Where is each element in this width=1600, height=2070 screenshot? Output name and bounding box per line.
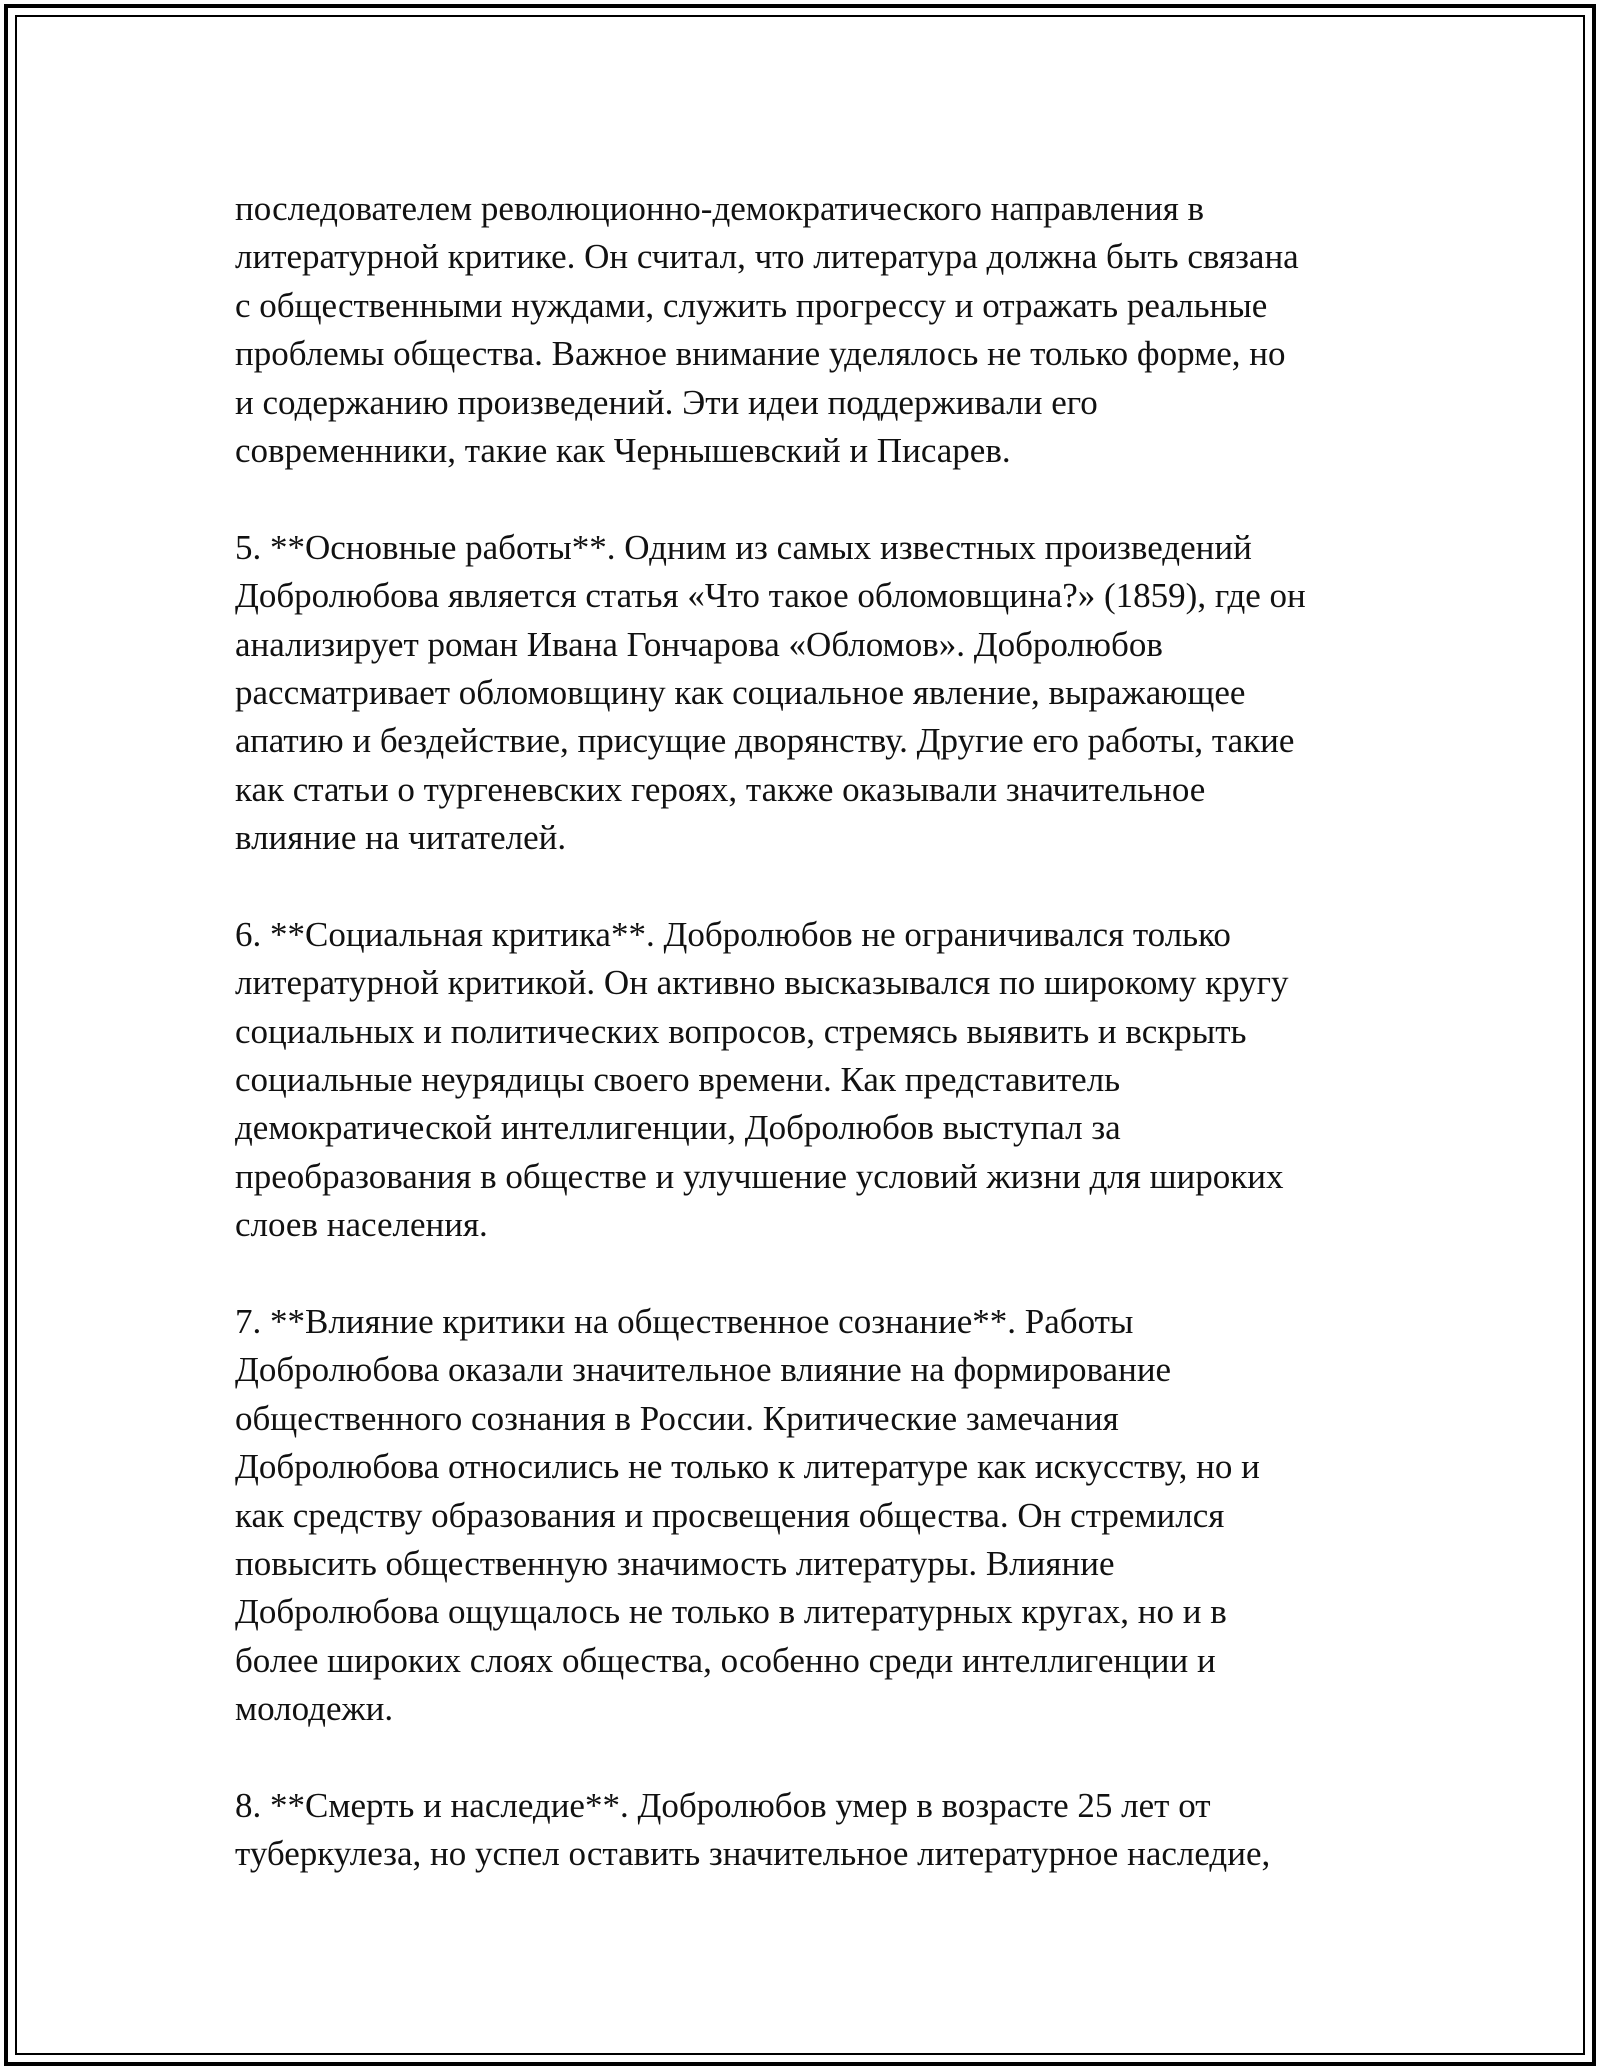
text-line: апатию и бездействие, присущие дворянству. Другие его работы, такие — [235, 721, 1295, 761]
paragraph-death-legacy — [235, 1782, 1375, 1879]
text-line: Добролюбова оказали значительное влияние на формирование — [235, 1350, 1172, 1390]
text-line: проблемы общества. Важное внимание уделялось не только форме, но — [235, 334, 1286, 374]
text-line: современники, такие как Чернышевский и Писарев. — [235, 430, 1011, 470]
paragraph-influence — [235, 1298, 1375, 1734]
text-line: молодежи. — [235, 1689, 394, 1729]
text-line: социальные неурядицы своего времени. Как представитель — [235, 1060, 1121, 1100]
text-line: влияние на читателей. — [235, 818, 567, 858]
text-line: рассматривает обломовщину как социальное явление, выражающее — [235, 672, 1246, 712]
text-line: Добролюбова относились не только к литературе как искусству, но и — [235, 1447, 1260, 1487]
text-line: литературной критике. Он считал, что литература должна быть связана — [235, 237, 1299, 277]
text-line: 5. **Основные работы**. Одним из самых известных произведений — [235, 527, 1252, 567]
document-body — [235, 185, 1375, 1879]
text-line: 8. **Смерть и наследие**. Добролюбов умер в возрасте 25 лет от — [235, 1785, 1211, 1825]
text-line: слоев населения. — [235, 1205, 488, 1245]
paragraph — [235, 185, 1375, 475]
text-line: общественного сознания в России. Критические замечания — [235, 1398, 1119, 1438]
text-line: 6. **Социальная критика**. Добролюбов не ограничивался только — [235, 914, 1231, 954]
text-line: литературной критикой. Он активно высказывался по широкому кругу — [235, 963, 1289, 1003]
paragraph-social-criticism — [235, 911, 1375, 1250]
text-line: Добролюбова является статья «Что такое обломовщина?» (1859), где он — [235, 576, 1306, 616]
text-line: Добролюбова ощущалось не только в литературных кругах, но и в — [235, 1592, 1227, 1632]
text-line: повысить общественную значимость литературы. Влияние — [235, 1543, 1115, 1583]
text-line: преобразования в обществе и улучшение условий жизни для широких — [235, 1156, 1284, 1196]
text-line: социальных и политических вопросов, стремясь выявить и вскрыть — [235, 1011, 1247, 1051]
text-line: 7. **Влияние критики на общественное сознание**. Работы — [235, 1301, 1134, 1341]
text-line: как средству образования и просвещения общества. Он стремился — [235, 1495, 1225, 1535]
text-line: более широких слоях общества, особенно среди интеллигенции и — [235, 1640, 1216, 1680]
text-line: последователем революционно-демократического направления в — [235, 189, 1205, 228]
text-line: туберкулеза, но успел оставить значительное литературное наследие, — [235, 1834, 1271, 1874]
text-line: анализирует роман Ивана Гончарова «Обломов». Добролюбов — [235, 624, 1163, 664]
paragraph-main-works — [235, 524, 1375, 863]
text-line: и содержанию произведений. Эти идеи поддерживали его — [235, 382, 1098, 422]
text-line: с общественными нуждами, служить прогрессу и отражать реальные — [235, 285, 1268, 325]
text-line: демократической интеллигенции, Добролюбов выступал за — [235, 1108, 1121, 1148]
text-line: как статьи о тургеневских героях, также оказывали значительное — [235, 769, 1206, 809]
